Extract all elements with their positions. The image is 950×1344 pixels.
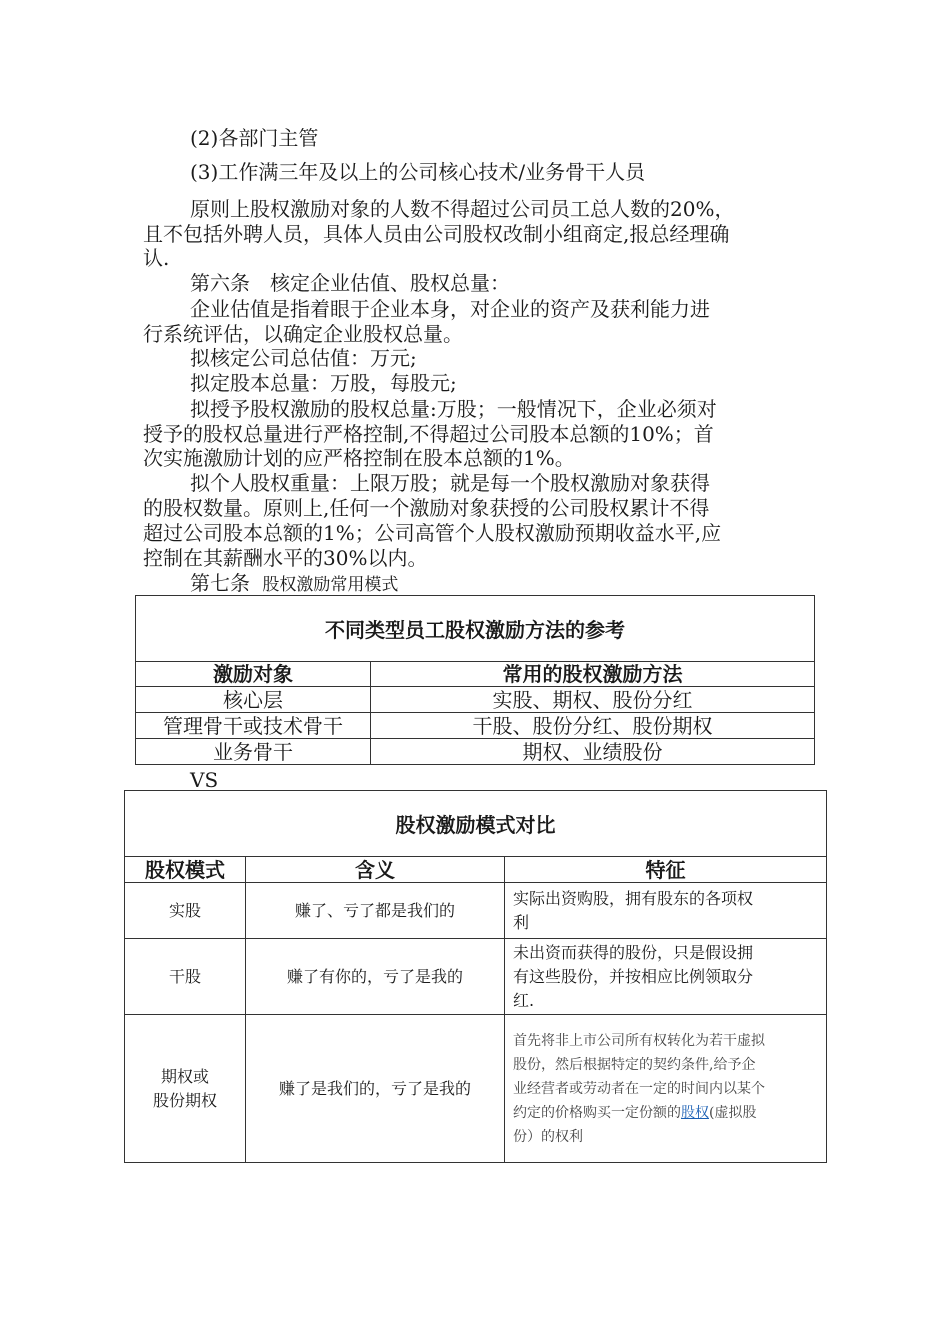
feature-line: 有这些股份，并按相应比例领取分 bbox=[513, 966, 754, 986]
table-row bbox=[125, 939, 827, 1015]
column-header: 股权模式 bbox=[125, 857, 246, 883]
meaning-cell: 赚了有你的，亏了是我的 bbox=[246, 939, 505, 1015]
feature-cell bbox=[505, 939, 827, 1015]
paragraph-text: 授予的股权总量进行严格控制,不得超过公司股本总额的10%；首 bbox=[143, 422, 714, 446]
feature-cell bbox=[505, 1015, 827, 1163]
feature-line: 份）的权利 bbox=[513, 1128, 583, 1145]
paragraph-text: 且不包括外聘人员，具体人员由公司股权改制小组商定,报总经理确 bbox=[143, 222, 730, 246]
column-header: 特征 bbox=[505, 857, 827, 883]
paragraph-item-2: (2)各部门主管 bbox=[190, 126, 319, 150]
mode-line: 期权或 bbox=[160, 1066, 209, 1086]
meaning-cell: 赚了是我们的，亏了是我的 bbox=[246, 1015, 505, 1163]
feature-line: 首先将非上市公司所有权转化为若干虚拟 bbox=[513, 1032, 765, 1049]
feature-line bbox=[513, 1101, 820, 1125]
feature-line: 股份，然后根据特定的契约条件,给予企 bbox=[513, 1056, 756, 1073]
table-row bbox=[125, 1015, 827, 1163]
table-cell: 实股、期权、股份分红 bbox=[371, 687, 815, 713]
table-cell: 干股、股份分红、股份期权 bbox=[371, 713, 815, 739]
meaning-cell: 赚了、亏了都是我们的 bbox=[246, 883, 505, 939]
table-cell: 核心层 bbox=[136, 687, 371, 713]
paragraph-text: 拟核定公司总估值：万元; bbox=[190, 346, 417, 370]
mode-cell bbox=[125, 1015, 246, 1163]
feature-cell bbox=[505, 883, 827, 939]
paragraph-text: 次实施激励计划的应严格控制在股本总额的1%。 bbox=[143, 446, 575, 470]
feature-line: 业经营者或劳动者在一定的时间内以某个 bbox=[513, 1080, 765, 1097]
equity-link[interactable]: 股权 bbox=[681, 1104, 709, 1121]
table-row bbox=[125, 883, 827, 939]
feature-text: 约定的价格购买一定份额的 bbox=[513, 1104, 681, 1121]
paragraph-text: 行系统评估，以确定企业股权总量。 bbox=[143, 322, 463, 346]
feature-text: (虚拟股 bbox=[709, 1104, 757, 1121]
article-seven-label: 第七条 bbox=[190, 571, 250, 595]
incentive-method-table bbox=[135, 595, 815, 765]
mode-cell: 实股 bbox=[125, 883, 246, 939]
feature-line: 实际出资购股，拥有股东的各项权 bbox=[513, 888, 754, 908]
mode-line: 股份期权 bbox=[152, 1090, 217, 1110]
column-header: 常用的股权激励方法 bbox=[371, 662, 815, 687]
paragraph-text: 拟定股本总量：万股，每股元; bbox=[190, 371, 457, 395]
column-header: 激励对象 bbox=[136, 662, 371, 687]
paragraph-text: 认. bbox=[143, 246, 170, 270]
feature-line: 利 bbox=[513, 912, 530, 932]
paragraph-text: 拟授予股权激励的股权总量:万股；一般情况下，企业必须对 bbox=[190, 397, 717, 421]
paragraph-text: 企业估值是指着眼于企业本身，对企业的资产及获利能力进 bbox=[190, 297, 710, 321]
table-cell: 期权、业绩股份 bbox=[371, 739, 815, 765]
table-title: 不同类型员工股权激励方法的参考 bbox=[136, 596, 815, 662]
table-cell: 管理骨干或技术骨干 bbox=[136, 713, 371, 739]
mode-cell: 干股 bbox=[125, 939, 246, 1015]
article-six-heading: 第六条 核定企业估值、股权总量： bbox=[190, 271, 510, 295]
feature-line: 红. bbox=[513, 990, 535, 1010]
paragraph-text: 的股权数量。原则上,任何一个激励对象获授的公司股权累计不得 bbox=[143, 496, 710, 520]
feature-line: 未出资而获得的股份，只是假设拥 bbox=[513, 942, 754, 962]
article-seven-title: 股权激励常用模式 bbox=[262, 575, 399, 595]
article-seven-heading bbox=[190, 571, 398, 597]
paragraph-item-3: (3)工作满三年及以上的公司核心技术/业务骨干人员 bbox=[190, 160, 646, 184]
paragraph-text: 控制在其薪酬水平的30%以内。 bbox=[143, 546, 428, 570]
column-header: 含义 bbox=[246, 857, 505, 883]
paragraph-text: 超过公司股本总额的1%；公司高管个人股权激励预期收益水平,应 bbox=[143, 521, 722, 545]
vs-label: VS bbox=[190, 768, 219, 792]
equity-mode-comparison-table bbox=[124, 790, 827, 1163]
paragraph-text: 拟个人股权重量：上限万股；就是每一个股权激励对象获得 bbox=[190, 471, 710, 495]
table-cell: 业务骨干 bbox=[136, 739, 371, 765]
table-title: 股权激励模式对比 bbox=[125, 791, 827, 857]
paragraph-text: 原则上股权激励对象的人数不得超过公司员工总人数的20%， bbox=[190, 197, 735, 221]
